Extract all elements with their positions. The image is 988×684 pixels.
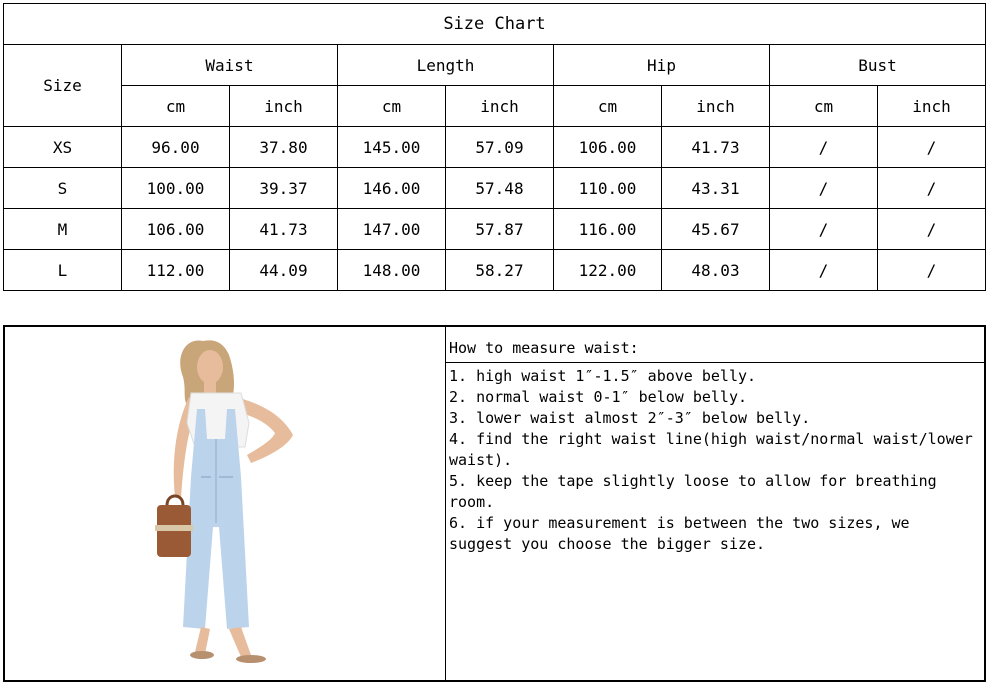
table-cell: 147.00 xyxy=(338,209,446,250)
list-item: 2. normal waist 0-1″ below belly. xyxy=(449,388,748,406)
model-illustration xyxy=(5,327,446,680)
list-item: 5. keep the tape slightly loose to allow for breathing room. xyxy=(449,472,937,511)
table-cell: 112.00 xyxy=(122,250,230,291)
table-cell: 44.09 xyxy=(230,250,338,291)
measure-title: How to measure waist: xyxy=(446,327,984,363)
table-cell: 106.00 xyxy=(122,209,230,250)
list-item: 3. lower waist almost 2″-3″ below belly. xyxy=(449,409,811,427)
waist-header: Waist xyxy=(122,45,338,86)
waist-inch-header: inch xyxy=(230,86,338,127)
list-item: 6. if your measurement is between the two sizes, we suggest you choose the bigger size. xyxy=(449,514,910,553)
size-chart-title: Size Chart xyxy=(4,4,986,45)
table-cell: 146.00 xyxy=(338,168,446,209)
table-row xyxy=(4,250,986,291)
table-cell: / xyxy=(878,250,986,291)
size-cell: M xyxy=(4,209,122,250)
size-column-header: Size xyxy=(4,45,122,127)
table-cell: 106.00 xyxy=(554,127,662,168)
table-cell: 110.00 xyxy=(554,168,662,209)
waist-cm-header: cm xyxy=(122,86,230,127)
list-item: 1. high waist 1″-1.5″ above belly. xyxy=(449,367,757,385)
table-cell: 100.00 xyxy=(122,168,230,209)
table-cell: 41.73 xyxy=(662,127,770,168)
table-cell: 148.00 xyxy=(338,250,446,291)
table-cell: 145.00 xyxy=(338,127,446,168)
table-cell: / xyxy=(878,127,986,168)
size-chart-table xyxy=(3,3,986,291)
list-item: 4. find the right waist line(high waist/normal waist/lower waist). xyxy=(449,430,973,469)
hip-header: Hip xyxy=(554,45,770,86)
table-cell: 57.87 xyxy=(446,209,554,250)
table-cell: 37.80 xyxy=(230,127,338,168)
table-cell: 41.73 xyxy=(230,209,338,250)
table-cell: / xyxy=(770,168,878,209)
hip-inch-header: inch xyxy=(662,86,770,127)
table-cell: / xyxy=(770,250,878,291)
table-row xyxy=(4,127,986,168)
table-cell: 39.37 xyxy=(230,168,338,209)
table-cell: 57.09 xyxy=(446,127,554,168)
table-cell: / xyxy=(878,209,986,250)
table-cell: 122.00 xyxy=(554,250,662,291)
table-cell: / xyxy=(770,127,878,168)
measure-steps-list xyxy=(446,363,984,555)
measure-guide-panel xyxy=(3,325,986,682)
bust-cm-header: cm xyxy=(770,86,878,127)
table-cell: 45.67 xyxy=(662,209,770,250)
table-cell: 116.00 xyxy=(554,209,662,250)
table-cell: 43.31 xyxy=(662,168,770,209)
table-cell: 96.00 xyxy=(122,127,230,168)
size-cell: L xyxy=(4,250,122,291)
bust-header: Bust xyxy=(770,45,986,86)
table-cell: 48.03 xyxy=(662,250,770,291)
table-cell: / xyxy=(770,209,878,250)
length-header: Length xyxy=(338,45,554,86)
size-cell: XS xyxy=(4,127,122,168)
model-photo xyxy=(5,327,446,680)
length-cm-header: cm xyxy=(338,86,446,127)
table-row xyxy=(4,168,986,209)
table-cell: / xyxy=(878,168,986,209)
size-cell: S xyxy=(4,168,122,209)
table-row xyxy=(4,209,986,250)
table-cell: 57.48 xyxy=(446,168,554,209)
measure-instructions xyxy=(446,327,984,680)
hip-cm-header: cm xyxy=(554,86,662,127)
length-inch-header: inch xyxy=(446,86,554,127)
bust-inch-header: inch xyxy=(878,86,986,127)
table-cell: 58.27 xyxy=(446,250,554,291)
